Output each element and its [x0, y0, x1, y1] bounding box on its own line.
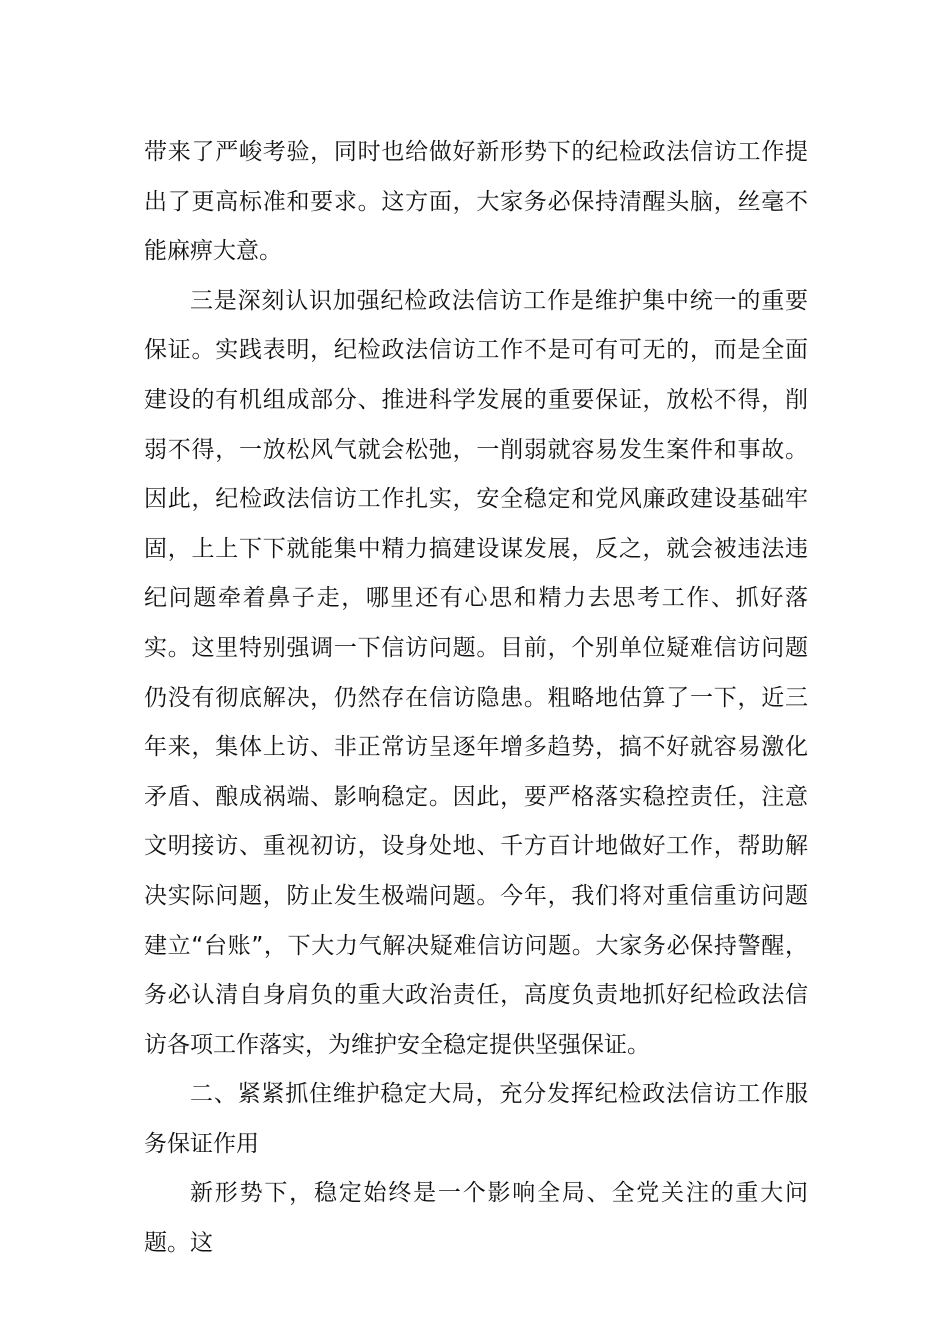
paragraph-1: 带来了严峻考验，同时也给做好新形势下的纪检政法信访工作提出了更高标准和要求。这方面，大家务必保持清醒头脑，丝毫不能麻痹大意。 — [144, 139, 808, 265]
paragraph-3: 新形势下，稳定始终是一个影响全局、全党关注的重大问题。这 — [144, 1180, 808, 1257]
section-heading: 二、紧紧抓住维护稳定大局，充分发挥纪检政法信访工作服务保证作用 — [144, 1081, 808, 1157]
document-body — [144, 128, 808, 1269]
paragraph-2: 三是深刻认识加强纪检政法信访工作是维护集中统一的重要保证。实践表明，纪检政法信访工作不是可有可无的，而是全面建设的有机组成部分、推进科学发展的重要保证，放松不得，削弱不得，一放松风气就会松弛，一削弱就容易发生案件和事故。因此，纪检政法信访工作扎实，安全稳定和党风廉政建设基础牢固，上上下下就能集中精力搞建设谋发展，反之，就会被违法违纪问题牵着鼻子走，哪里还有心思和精力去思考工作、抓好落实。这里特别强调一下信访问题。目前，个别单位疑难信访问题仍没有彻底解决，仍然存在信访隐患。粗略地估算了一下，近三年来，集体上访、非正常访呈逐年增多趋势，搞不好就容易激化矛盾、酿成祸端、影响稳定。因此，要严格落实稳控责任，注意文明接访、重视初访，设身处地、千方百计地做好工作，帮助解决实际问题，防止发生极端问题。今年，我们将对重信重访问题建立“台账”，下大力气解决疑难信访问题。大家务必保持警醒，务必认清自身肩负的重大政治责任，高度负责地抓好纪检政法信访各项工作落实，为维护安全稳定提供坚强保证。 — [144, 287, 808, 1058]
